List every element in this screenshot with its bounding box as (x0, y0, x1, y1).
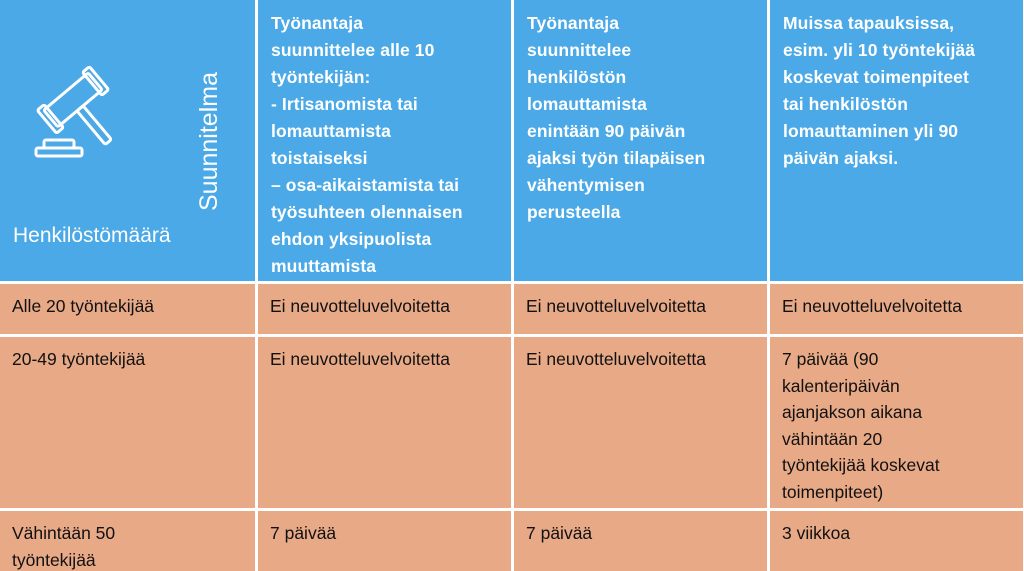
cell-text: Ei neuvotteluvelvoitetta (270, 296, 450, 316)
table-cell (770, 337, 1023, 508)
plan-axis-label-text: Suunnitelma (195, 72, 223, 211)
cell-text: 7 päivää (90 kalenteripäivän ajanjakson aikana vähintään 20 työntekijää koskevat toimenpiteet) (782, 349, 940, 502)
cell-text: 3 viikkoa (782, 523, 851, 543)
header-col3-text: Muissa tapauksissa, esim. yli 10 työntekijää koskevat toimenpiteet tai henkilöstön lomauttaminen yli 90 päivän ajaksi. (783, 13, 976, 168)
row-label-cell (0, 337, 255, 508)
gavel-icon (34, 64, 124, 164)
header-cell-col2 (514, 0, 767, 281)
table-cell (514, 511, 767, 571)
row-label-cell (0, 284, 255, 334)
table-cell (514, 284, 767, 334)
header-col1-text: Työnantaja suunnittelee alle 10 työntekijän: - Irtisanomista tai lomauttamista toistaiseksi – osa-aikaistamista tai työsuhteen olennaisen ehdon yksipuolista muuttamista (271, 13, 463, 276)
header-col2-text: Työnantaja suunnittelee henkilöstön lomauttamista enintään 90 päivän ajaksi työn tilapäisen vähentymisen perusteella (527, 13, 706, 222)
cell-text: Ei neuvotteluvelvoitetta (526, 349, 706, 369)
row-label: 20-49 työntekijää (12, 349, 146, 369)
header-cell-col3 (770, 0, 1023, 281)
corner-header-cell (0, 0, 255, 281)
cell-text: Ei neuvotteluvelvoitetta (782, 296, 962, 316)
cell-text: Ei neuvotteluvelvoitetta (526, 296, 706, 316)
cell-text: 7 päivää (526, 523, 593, 543)
header-cell-col1 (258, 0, 511, 281)
table-cell (514, 337, 767, 508)
cell-text: 7 päivää (270, 523, 337, 543)
table-cell (770, 511, 1023, 571)
table-cell (258, 511, 511, 571)
table-cell (770, 284, 1023, 334)
cell-text: Ei neuvotteluvelvoitetta (270, 349, 450, 369)
table-cell (258, 337, 511, 508)
plan-axis-label (173, 51, 243, 211)
row-label-cell (0, 511, 255, 571)
headcount-axis-label: Henkilöstömäärä (13, 224, 171, 247)
row-label: Alle 20 työntekijää (12, 296, 155, 316)
table-cell (258, 284, 511, 334)
row-label: Vähintään 50 työntekijää (12, 523, 116, 570)
